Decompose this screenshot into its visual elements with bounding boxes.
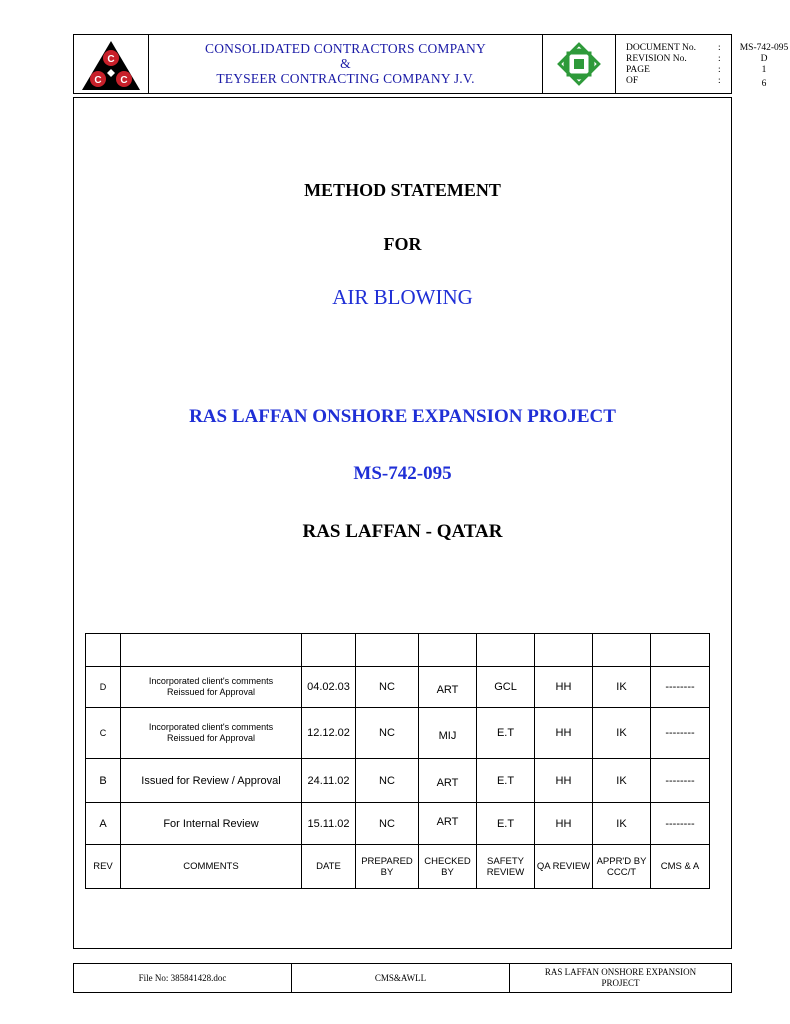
project-title: RAS LAFFAN ONSHORE EXPANSION PROJECT	[189, 406, 616, 427]
document-footer	[73, 963, 732, 993]
qa-review-cell: HH	[535, 803, 593, 845]
revision-table	[85, 633, 710, 889]
footer-project-line-1: RAS LAFFAN ONSHORE EXPANSION	[544, 967, 697, 977]
rev-header: REV	[86, 845, 121, 889]
approved-by-header-line-1: APPR'D BY	[596, 855, 647, 867]
revision-table-empty-row	[86, 634, 710, 667]
approved-by-cell: IK	[593, 708, 651, 759]
qa-review-cell: HH	[535, 759, 593, 803]
footer-project	[510, 964, 731, 992]
date-cell: 12.12.02	[302, 708, 356, 759]
qa-review-header: QA REVIEW	[535, 845, 593, 889]
safety-review-header-line-1: SAFETY	[487, 855, 524, 867]
of-value: 6	[761, 79, 767, 89]
doc-number-label: DOCUMENT No.	[626, 43, 697, 53]
document-number-title: MS-742-095	[353, 463, 452, 484]
page-colon: :	[718, 65, 721, 75]
prepared-by-header	[356, 845, 419, 889]
qa-review-cell: HH	[535, 708, 593, 759]
checked-by-cell: MIJ	[419, 708, 477, 759]
date-header: DATE	[302, 845, 356, 889]
document-info-cell	[616, 35, 789, 93]
cms-header: CMS & A	[651, 845, 710, 889]
company-name-2: TEYSEER CONTRACTING COMPANY J.V.	[216, 71, 475, 86]
prepared-by-cell: NC	[356, 803, 419, 845]
rev-cell: B	[86, 759, 121, 803]
approved-by-header-line-2: CCC/T	[606, 866, 637, 878]
prepared-by-header-line-2: BY	[380, 866, 394, 878]
table-row	[86, 667, 710, 708]
date-cell: 15.11.02	[302, 803, 356, 845]
safety-review-header-line-2: REVIEW	[486, 866, 525, 878]
safety-review-cell: E.T	[477, 759, 535, 803]
logo-letter-top: C	[107, 54, 115, 65]
ccc-logo	[74, 35, 149, 93]
checked-by-header-line-2: BY	[441, 866, 454, 878]
comment-line-2: Reissued for Approval	[166, 687, 256, 697]
doc-number-row	[626, 43, 789, 54]
approved-by-header	[593, 845, 651, 889]
company-name-1: CONSOLIDATED CONTRACTORS COMPANY	[205, 41, 486, 56]
checked-by-header	[419, 845, 477, 889]
company-names-cell	[149, 35, 543, 93]
page-label: PAGE	[626, 65, 650, 75]
safety-review-cell: E.T	[477, 803, 535, 845]
cms-cell: --------	[651, 803, 710, 845]
safety-review-cell: E.T	[477, 708, 535, 759]
checked-by-header-line-1: CHECKED	[424, 855, 471, 867]
safety-review-header	[477, 845, 535, 889]
prepared-by-cell: NC	[356, 759, 419, 803]
revision-number-label: REVISION No.	[626, 54, 687, 64]
cms-cell: --------	[651, 708, 710, 759]
comments-header: COMMENTS	[121, 845, 302, 889]
logo-letter-left: C	[94, 75, 102, 86]
comments-cell	[121, 667, 302, 708]
doc-number-value: MS-742-095	[739, 43, 789, 53]
doc-number-colon: :	[718, 43, 721, 53]
comments-cell	[121, 708, 302, 759]
revision-table-header-row	[86, 845, 710, 889]
cms-cell: --------	[651, 667, 710, 708]
checked-by-cell: ART	[419, 759, 477, 803]
checked-by-cell: ART	[419, 803, 477, 845]
teyseer-emblem-icon	[543, 35, 615, 93]
subject-title: AIR BLOWING	[332, 285, 473, 309]
of-row	[626, 76, 767, 89]
checked-by-cell: ART	[419, 667, 477, 708]
page-row	[626, 65, 767, 76]
of-colon: :	[718, 76, 721, 86]
approved-by-cell: IK	[593, 803, 651, 845]
prepared-by-cell: NC	[356, 708, 419, 759]
revision-number-value: D	[760, 54, 768, 64]
page-value: 1	[761, 65, 767, 75]
table-row	[86, 708, 710, 759]
logo-cell	[74, 35, 149, 93]
of-label: OF	[626, 76, 639, 86]
comment-line-1: Issued for Review / Approval	[141, 774, 281, 787]
date-cell: 24.11.02	[302, 759, 356, 803]
revision-number-colon: :	[718, 54, 721, 64]
approved-by-cell: IK	[593, 667, 651, 708]
comment-line-2: Reissued for Approval	[166, 733, 256, 743]
rev-cell: C	[86, 708, 121, 759]
date-cell: 04.02.03	[302, 667, 356, 708]
for-title: FOR	[383, 234, 422, 254]
comments-cell	[121, 803, 302, 845]
rev-cell: A	[86, 803, 121, 845]
logo-letter-right: C	[120, 75, 128, 86]
footer-file-number: File No: 385841428.doc	[74, 964, 292, 992]
footer-cms: CMS&AWLL	[292, 964, 510, 992]
comment-line-1: Incorporated client's comments	[148, 722, 274, 732]
cms-cell: --------	[651, 759, 710, 803]
emblem-cell	[543, 35, 616, 93]
rev-cell: D	[86, 667, 121, 708]
table-row	[86, 759, 710, 803]
comment-line-1: Incorporated client's comments	[148, 676, 274, 686]
location-title: RAS LAFFAN - QATAR	[302, 521, 503, 542]
method-statement-title: METHOD STATEMENT	[304, 180, 501, 200]
footer-project-line-2: PROJECT	[601, 978, 640, 988]
qa-review-cell: HH	[535, 667, 593, 708]
approved-by-cell: IK	[593, 759, 651, 803]
revision-number-row	[626, 54, 768, 65]
comment-line-1: For Internal Review	[163, 817, 259, 830]
table-row	[86, 803, 710, 845]
company-ampersand: &	[340, 56, 351, 71]
prepared-by-header-line-1: PREPARED	[361, 855, 413, 867]
safety-review-cell: GCL	[477, 667, 535, 708]
prepared-by-cell: NC	[356, 667, 419, 708]
comments-cell	[121, 759, 302, 803]
document-header	[73, 34, 789, 94]
